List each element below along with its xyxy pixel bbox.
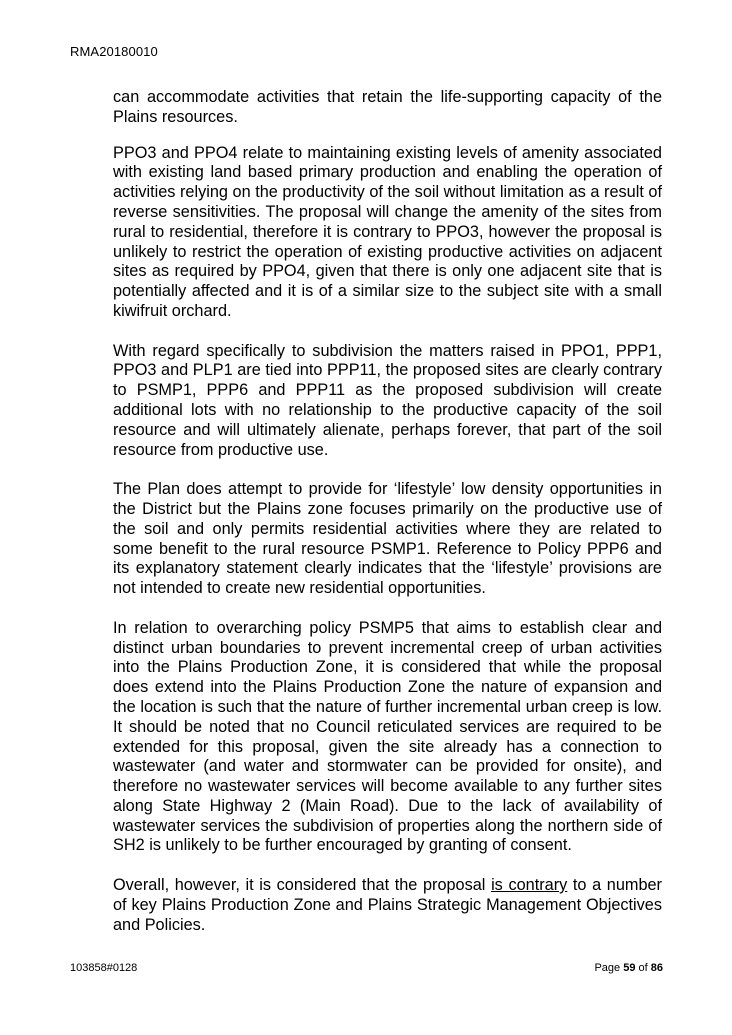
document-reference: RMA20180010 bbox=[70, 44, 158, 59]
paragraph-5: In relation to overarching policy PSMP5 that aims to establish clear and distinct urban boundaries to prevent incremental creep of urban activities into the Plains Production Zone, it is considered that while the proposal does extend into the Plains Production Zone the nature of expansion and the location is such that the nature of further incremental urban creep is low. It should be noted that no Council reticulated services are required to be extended for this proposal, given the site already has a connection to wastewater (and water and stormwater can be provided for onsite), and therefore no wastewater services will become available to any further sites along State Highway 2 (Main Road). Due to the lack of availability of wastewater services the subdivision of properties along the northern side of SH2 is unlikely to be further encouraged by granting of consent. bbox=[113, 618, 662, 855]
total-pages: 86 bbox=[650, 962, 663, 974]
document-body bbox=[113, 88, 662, 955]
paragraph-2: PPO3 and PPO4 relate to maintaining existing levels of amenity associated with existing land based primary production and enabling the operation of activities relying on the productivity of the soil without limitation as a result of reverse sensitivities. The proposal will change the amenity of the sites from rural to residential, therefore it is contrary to PPO3, however the proposal is unlikely to restrict the operation of existing productive activities on adjacent sites as required by PPO4, given that there is only one adjacent site that is potentially affected and it is of a similar size to the subject site with a small kiwifruit orchard. bbox=[113, 143, 662, 320]
paragraph-1: can accommodate activities that retain the life-supporting capacity of the Plains resources. bbox=[113, 88, 662, 126]
footer-document-id: 103858#0128 bbox=[70, 962, 138, 974]
page-number-indicator bbox=[594, 962, 663, 974]
page-separator: of bbox=[635, 962, 651, 974]
paragraph-6 bbox=[113, 876, 662, 935]
current-page: 59 bbox=[623, 962, 636, 974]
underlined-phrase: is contrary bbox=[491, 876, 568, 895]
paragraph-4: The Plan does attempt to provide for ‘lifestyle’ low density opportunities in the District but the Plains zone focuses primarily on the productive use of the soil and only permits residential activities where they are related to some benefit to the rural resource PSMP1. Reference to Policy PPP6 and its explanatory statement clearly indicates that the ‘lifestyle’ provisions are not intended to create new residential opportunities. bbox=[113, 480, 662, 598]
page-prefix: Page bbox=[594, 962, 624, 974]
paragraph-6-end: to a number of key Plains Production Zone and Plains Strategic Management Objectives and Policies. bbox=[113, 876, 662, 934]
paragraph-6-start: Overall, however, it is considered that the proposal bbox=[113, 876, 492, 895]
paragraph-3: With regard specifically to subdivision the matters raised in PPO1, PPP1, PPO3 and PLP1 are tied into PPP11, the proposed sites are clearly contrary to PSMP1, PPP6 and PPP11 as the proposed subdivision will create additional lots with no relationship to the productive capacity of the soil resource and will ultimately alienate, perhaps forever, that part of the soil resource from productive use. bbox=[113, 341, 662, 459]
